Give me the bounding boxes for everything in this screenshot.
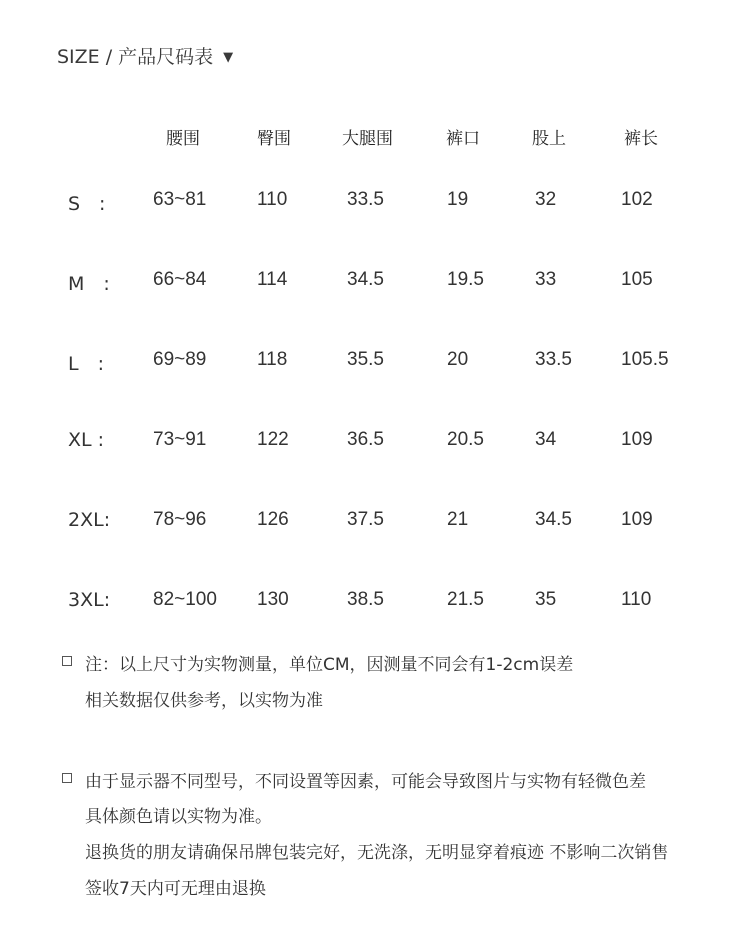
size-value-cell: 36.5 <box>347 429 384 450</box>
size-value-cell: 78~96 <box>153 509 207 530</box>
size-value-cell: 37.5 <box>347 509 384 530</box>
size-value-cell: 82~100 <box>153 589 217 610</box>
size-value-cell: 20.5 <box>447 429 484 450</box>
size-value-cell: 35.5 <box>347 349 384 370</box>
size-value-cell: 38.5 <box>347 589 384 610</box>
size-value-cell: 102 <box>621 189 653 210</box>
size-value-cell: 19 <box>447 189 469 210</box>
size-value-cell: 69~89 <box>153 349 207 370</box>
size-label: 2XL: <box>68 509 111 531</box>
size-value-cell: 34.5 <box>347 269 384 290</box>
size-value-cell: 118 <box>257 349 288 370</box>
size-value-cell: 130 <box>257 589 289 610</box>
measurement-note <box>62 650 722 710</box>
note-line: 退换货的朋友请确保吊牌包装完好，无洗涤，无明显穿着痕迹 不影响二次销售 <box>85 843 669 863</box>
checkbox-square-icon <box>62 656 72 666</box>
size-label: XL : <box>68 429 105 451</box>
size-value-cell: 35 <box>535 589 557 610</box>
size-label: S : <box>68 193 106 215</box>
size-value-cell: 110 <box>621 589 652 610</box>
note-line: 签收7天内可无理由退换 <box>85 879 266 899</box>
note-line: 相关数据仅供参考，以实物为准 <box>85 691 323 711</box>
caret-down-icon: ▼ <box>223 50 234 65</box>
size-value-cell: 21.5 <box>447 589 484 610</box>
size-chart-title: SIZE / 产品尺码表 <box>57 46 214 68</box>
size-value-cell: 34.5 <box>535 509 572 530</box>
size-label: 3XL: <box>68 589 111 611</box>
size-value-cell: 105 <box>621 269 653 290</box>
size-value-cell: 63~81 <box>153 189 207 210</box>
note-line: 注：以上尺寸为实物测量，单位CM，因测量不同会有1-2cm误差 <box>85 655 574 675</box>
return-policy-note <box>62 767 742 907</box>
size-value-cell: 109 <box>621 429 653 450</box>
column-header-length: 裤长 <box>624 129 658 149</box>
size-value-cell: 33 <box>535 269 557 290</box>
column-header-rise: 股上 <box>532 129 566 149</box>
size-label: L : <box>68 353 104 375</box>
size-label: M : <box>68 273 110 295</box>
size-value-cell: 122 <box>257 429 289 450</box>
size-value-cell: 66~84 <box>153 269 207 290</box>
column-header-thigh: 大腿围 <box>342 129 393 149</box>
column-header-leg-opening: 裤口 <box>446 129 480 149</box>
size-value-cell: 33.5 <box>347 189 384 210</box>
checkbox-square-icon <box>62 773 72 783</box>
size-value-cell: 110 <box>257 189 288 210</box>
size-value-cell: 105.5 <box>621 349 669 370</box>
size-value-cell: 20 <box>447 349 469 370</box>
size-value-cell: 33.5 <box>535 349 572 370</box>
column-header-hip: 臀围 <box>257 129 291 149</box>
size-value-cell: 19.5 <box>447 269 484 290</box>
size-value-cell: 126 <box>257 509 289 530</box>
size-value-cell: 34 <box>535 429 557 450</box>
size-value-cell: 114 <box>257 269 288 290</box>
size-value-cell: 21 <box>447 509 469 530</box>
column-header-waist: 腰围 <box>166 129 200 149</box>
size-value-cell: 73~91 <box>153 429 207 450</box>
size-value-cell: 32 <box>535 189 557 210</box>
note-line: 由于显示器不同型号，不同设置等因素，可能会导致图片与实物有轻微色差 <box>85 772 646 792</box>
size-value-cell: 109 <box>621 509 653 530</box>
note-line: 具体颜色请以实物为准。 <box>85 807 272 827</box>
